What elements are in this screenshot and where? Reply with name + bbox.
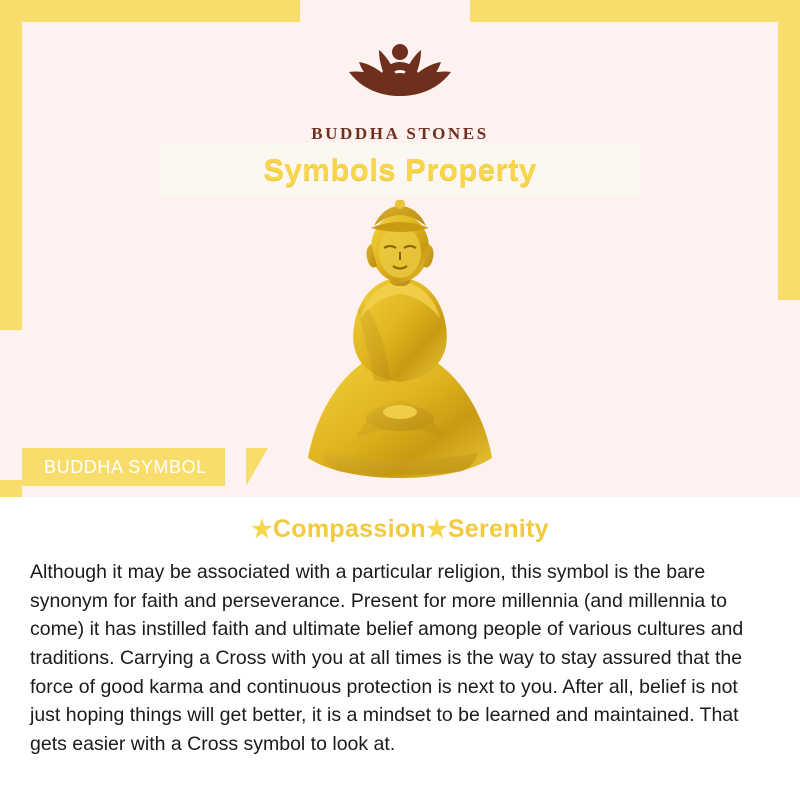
section-tag-arrow — [246, 448, 268, 486]
section-tag-label: BUDDHA SYMBOL — [44, 456, 207, 477]
seated-buddha-illustration — [270, 200, 530, 490]
content-subtitle — [0, 515, 800, 544]
content-panel — [0, 497, 800, 800]
subtitle-word-serenity: Serenity — [447, 515, 549, 543]
lotus-meditation-icon — [0, 26, 800, 118]
content-paragraph: Although it may be associated with a particular religion, this symbol is the bare synonym for faith and perseverance. Present for more millennia (and millennia to come) it has instilled faith and ultimate belief among people of various cultures and traditions. Carrying a Cross with you at all times is the way to stay assured that the force of good karma and continuous protection is next to you. After all, belief is not just hoping things will get better, it is a mindset to be learned and maintained. That gets easier with a Cross symbol to look at. — [30, 561, 744, 755]
subtitle-word-compassion: Compassion — [272, 515, 426, 543]
page-title: Symbols Property — [263, 152, 537, 187]
star-icon-left: ★ — [251, 516, 273, 543]
corner-ribbon-top-left-horizontal — [0, 0, 300, 22]
title-banner — [160, 143, 640, 197]
star-icon-right: ★ — [425, 516, 448, 543]
brand-header — [0, 26, 800, 144]
corner-ribbon-top-right-horizontal — [470, 0, 800, 22]
section-tag — [22, 448, 225, 486]
brand-name: BUDDHA STONES — [311, 124, 489, 143]
